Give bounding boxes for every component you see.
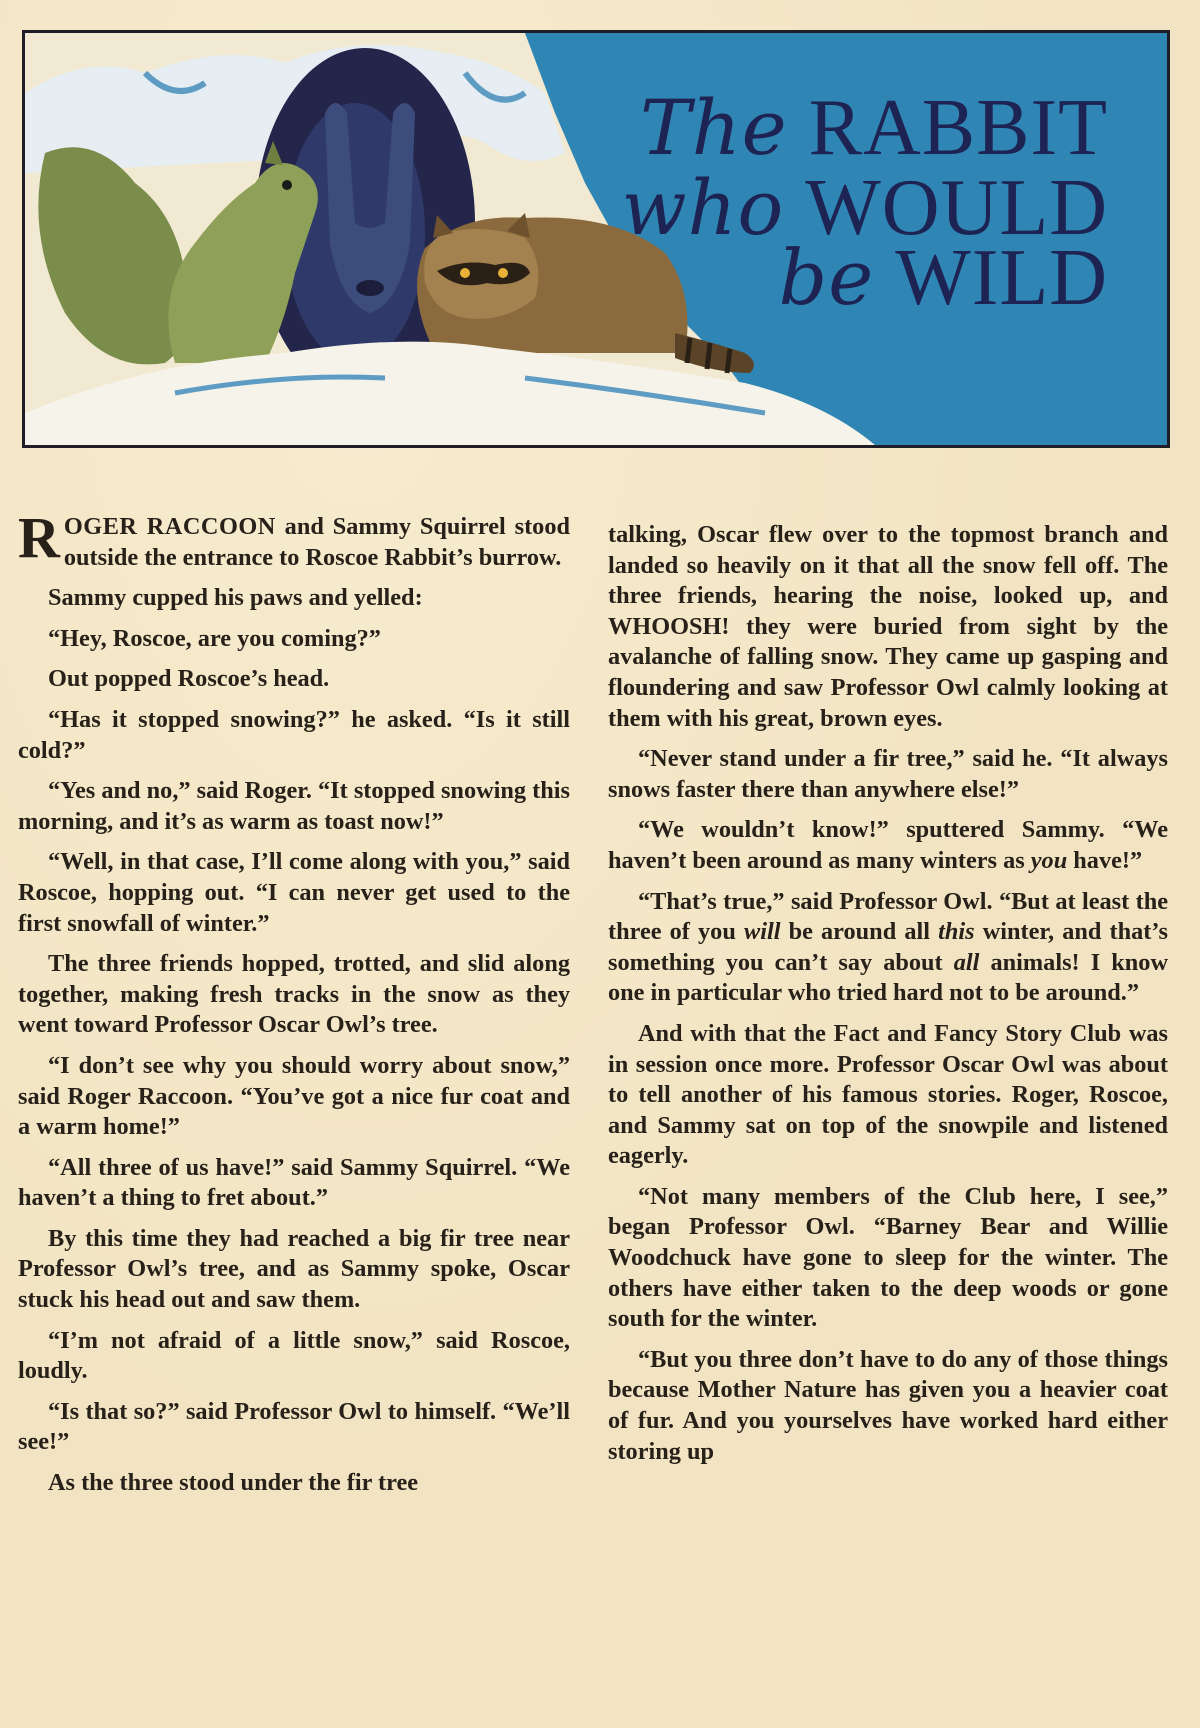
lead-caps: OGER RACCOON <box>63 513 276 540</box>
paragraph: “Never stand under a fir tree,” said he. “It always snows faster there than anywhere else!” <box>608 745 1168 803</box>
paragraph-text: winter, and that’s something you can’t say about <box>608 918 1168 976</box>
title-line-1 <box>640 83 1108 174</box>
paragraph: Out popped Roscoe’s head. <box>48 665 330 693</box>
paragraph-text: have!” <box>1067 846 1143 874</box>
paragraph: “Well, in that case, I’ll come along with you,” said Roscoe, hopping out. “I can never get used to the first snowfall of winter.” <box>18 848 570 937</box>
raccoon-eye-left <box>460 268 470 278</box>
story-column-left <box>18 505 570 1509</box>
emphasis: this <box>938 918 975 946</box>
paragraph-text: be around all <box>780 918 939 946</box>
paragraph: “Not many members of the Club here, I see,” began Professor Owl. “Barney Bear and Willie Woodchuck have gone to sleep for the winter. The others have either taken to the deep woods or gone south for the winter. <box>608 1182 1168 1333</box>
drop-cap: R <box>18 505 60 570</box>
story-column-right <box>608 520 1168 1477</box>
paragraph: By this time they had reached a big fir tree near Professor Owl’s tree, and as Sammy spoke, Oscar stuck his head out and saw them. <box>18 1224 570 1314</box>
paragraph: “All three of us have!” said Sammy Squirrel. “We haven’t a thing to fret about.” <box>18 1153 570 1212</box>
paragraph: “But you three don’t have to do any of those things because Mother Nature has given you a heavier coat of fur. And you yourselves have worked hard either storing up <box>608 1345 1168 1465</box>
header-panel <box>22 30 1170 448</box>
paragraph: As the three stood under the fir tree <box>48 1469 419 1497</box>
raccoon-eye-right <box>498 268 508 278</box>
title-word-be: be <box>778 233 875 322</box>
paragraph: And with that the Fact and Fancy Story Club was in session once more. Professor Oscar Owl was about to tell another of his famous stories. Roger, Roscoe, and Sammy sat on top of the snowpile and listened eagerly. <box>608 1019 1168 1170</box>
rabbit-nose <box>356 280 384 296</box>
title-word-the: The <box>640 83 788 172</box>
story-title <box>577 33 1170 445</box>
title-word-would: WOULD <box>805 164 1108 252</box>
paragraph: “Hey, Roscoe, are you coming?” <box>48 624 381 652</box>
paragraph: “I’m not afraid of a little snow,” said Roscoe, loudly. <box>18 1326 570 1385</box>
paragraph: “Is that so?” said Professor Owl to himself. “We’ll see!” <box>18 1397 570 1456</box>
paragraph <box>608 815 1168 876</box>
paragraph: Sammy cupped his paws and yelled: <box>48 584 423 612</box>
paragraph-text: animals! I know one in particular who tried hard not to be around.” <box>608 948 1168 1007</box>
paragraph: “Yes and no,” said Roger. “It stopped snowing this morning, and it’s as warm as toast now!” <box>18 777 570 835</box>
emphasis: all <box>953 948 980 976</box>
title-word-rabbit: RABBIT <box>808 84 1108 172</box>
paragraph-text: and Sammy Squirrel stood outside the entrance to Roscoe Rabbit’s burrow. <box>63 513 570 571</box>
paragraph-text: “We wouldn’t know!” sputtered Sammy. “We haven’t been around as many winters as <box>608 816 1168 874</box>
paragraph: The three friends hopped, trotted, and slid along together, making fresh tracks in the snow as they went toward Professor Oscar Owl’s tree. <box>18 950 570 1039</box>
title-word-who: who <box>621 163 785 252</box>
paragraph: talking, Oscar flew over to the topmost branch and landed so heavily on it that all the snow fell off. The three friends, hearing the noise, looked up, and WHOOSH! they were buried from sight by the avalanche of falling snow. They came up gasping and floundering and saw Professor Owl calmly looking at them with his great, brown eyes. <box>608 521 1168 732</box>
paragraph-text: “That’s true,” said Professor Owl. “But at least the three of you <box>608 887 1168 946</box>
title-word-wild: WILD <box>895 234 1108 322</box>
paragraph <box>608 887 1168 1009</box>
emphasis: you <box>1030 846 1068 874</box>
title-line-3 <box>779 233 1108 324</box>
squirrel-eye <box>282 180 292 190</box>
paragraph: “Has it stopped snowing?” he asked. “Is it still cold?” <box>18 705 570 764</box>
paragraph: “I don’t see why you should worry about snow,” said Roger Raccoon. “You’ve got a nice fur coat and a warm home!” <box>18 1051 570 1141</box>
emphasis: will <box>743 918 781 946</box>
paragraph <box>18 505 570 573</box>
